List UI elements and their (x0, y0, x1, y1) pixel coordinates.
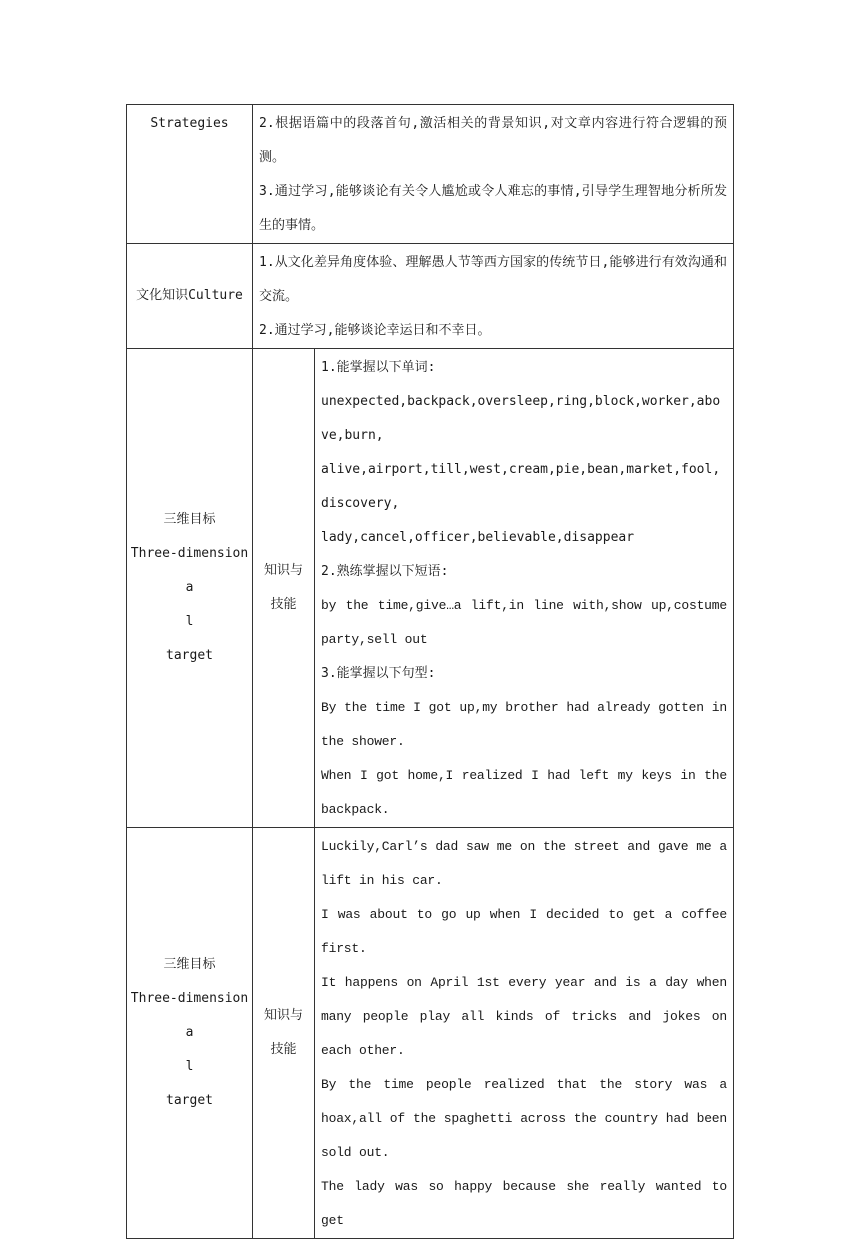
target-label-cell (127, 349, 253, 828)
target-label-line: target (166, 648, 213, 663)
knowledge-skills-label-line: 知识与 (263, 1008, 303, 1023)
target-content (315, 349, 734, 828)
culture-paragraph: 2.通过学习,能够谈论幸运日和不幸日。 (259, 323, 491, 338)
target-label-line: 三维目标 (163, 512, 216, 527)
strategies-label: Strategies (150, 116, 229, 131)
target-label-line: Three-dimensiona (130, 991, 249, 1040)
strategies-paragraph: 2.根据语篇中的段落首句,激活相关的背景知识,对文章内容进行符合逻辑的预测。 (259, 116, 727, 165)
target-label-line: Three-dimensiona (130, 546, 249, 595)
culture-paragraph: 1.从文化差异角度体验、理解愚人节等西方国家的传统节日,能够进行有效沟通和交流。 (259, 255, 727, 304)
target-label-line: target (166, 1093, 213, 1108)
knowledge-skills-label-line: 技能 (270, 1042, 297, 1057)
sentence-pattern-line: Luckily,Carl’s dad saw me on the street and gave me a lift in his car. (321, 839, 727, 888)
culture-label-cell (127, 244, 253, 349)
target-label-line: l (185, 614, 194, 629)
strategies-row (127, 105, 734, 244)
lesson-plan-table (126, 104, 734, 1239)
sentence-pattern-line: By the time I got up,my brother had already gotten in the shower. (321, 700, 727, 749)
strategies-label-cell (127, 105, 253, 244)
target-content (315, 828, 734, 1239)
sentence-pattern-line: It happens on April 1st every year and is a day when many people play all kinds of tricks and jokes on each other. (321, 975, 727, 1058)
target-row (127, 828, 734, 1239)
target-paragraph: 3.能掌握以下句型: (321, 666, 436, 681)
sentence-pattern-line: By the time people realized that the story was a hoax,all of the spaghetti across the country had been sold out. (321, 1077, 727, 1160)
vocabulary-line: unexpected,backpack,oversleep,ring,block,worker,above,burn, (321, 394, 721, 443)
culture-label: 文化知识Culture (136, 288, 243, 303)
target-row (127, 349, 734, 828)
knowledge-skills-cell (253, 349, 315, 828)
culture-content (253, 244, 734, 349)
phrase-line: by the time,give…a lift,in line with,show up,costume party,sell out (321, 598, 727, 647)
strategies-content (253, 105, 734, 244)
sentence-pattern-line: I was about to go up when I decided to get a coffee first. (321, 907, 727, 956)
sentence-pattern-line: The lady was so happy because she really wanted to get (321, 1179, 727, 1228)
sentence-pattern-line: When I got home,I realized I had left my keys in the backpack. (321, 768, 727, 817)
vocabulary-line: lady,cancel,officer,believable,disappear (321, 530, 635, 545)
target-paragraph: 1.能掌握以下单词: (321, 360, 436, 375)
knowledge-skills-label-line: 知识与 (263, 563, 303, 578)
knowledge-skills-label-line: 技能 (270, 597, 297, 612)
culture-row (127, 244, 734, 349)
target-label-line: 三维目标 (163, 957, 216, 972)
knowledge-skills-cell (253, 828, 315, 1239)
vocabulary-line: alive,airport,till,west,cream,pie,bean,market,fool,discovery, (321, 462, 721, 511)
target-label-line: l (185, 1059, 194, 1074)
strategies-paragraph: 3.通过学习,能够谈论有关令人尴尬或令人难忘的事情,引导学生理智地分析所发生的事情。 (259, 184, 727, 233)
target-label-cell (127, 828, 253, 1239)
target-paragraph: 2.熟练掌握以下短语: (321, 564, 449, 579)
